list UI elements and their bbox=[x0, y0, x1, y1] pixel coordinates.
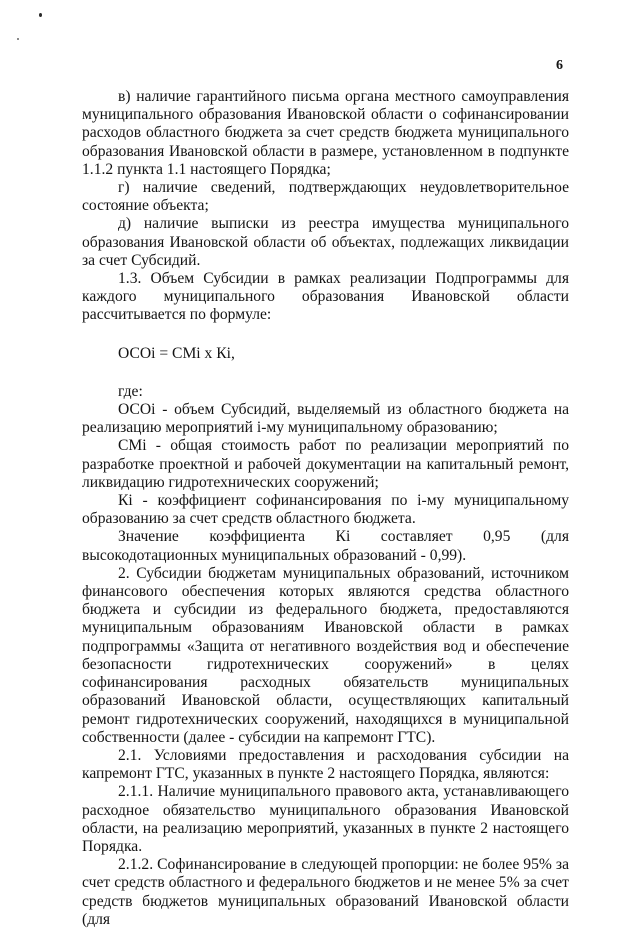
paragraph-2-1-1: 2.1.1. Наличие муниципального правового акта, устанавливающего расходное обязательство муниципального образования Ивановской области, на реализацию мероприятий, указанных в пункте 2 настоящего Порядка. bbox=[82, 783, 569, 855]
formula: ОСОi = СМi х Кi, bbox=[118, 344, 235, 362]
paragraph-2-1: 2.1. Условиями предоставления и расходования субсидии на капремонт ГТС, указанных в пункте 2 настоящего Порядка, являются: bbox=[82, 746, 569, 783]
scan-speck bbox=[39, 13, 42, 17]
paragraph-where: где: bbox=[118, 382, 143, 400]
paragraph-2: 2. Субсидии бюджетам муниципальных образований, источником финансового обеспечения которых являются средства областного бюджета и субсидии из федерального бюджета, предоставляются муниципальным образованиям Ивановской области в рамках подпрограммы «Защита от негативного воздействия вод и обеспечение безопасности гидротехнических сооружений» в целях софинансирования расходных обязательств муниципальных образований Ивановской области, осуществляющих капитальный ремонт гидротехнических сооружений, находящихся в муниципальной собственности (далее - субсидии на капремонт ГТС). bbox=[82, 564, 569, 746]
paragraph-2-1-2: 2.1.2. Софинансирование в следующей пропорции: не более 95% за счет средств областного и федерального бюджетов и не менее 5% за счет средств бюджетов муниципальных образований Ивановской области (для bbox=[82, 856, 569, 928]
paragraph-coefficient-value: Значение коэффициента Кi составляет 0,95 (для высокодотационных муниципальных образований - 0,99). bbox=[82, 528, 569, 564]
definition-k: Кi - коэффициент софинансирования по i-му муниципальному образованию за счет средств областного бюджета. bbox=[82, 492, 569, 528]
page-number: 6 bbox=[556, 58, 563, 73]
definition-oso: ОСОi - объем Субсидий, выделяемый из областного бюджета на реализацию мероприятий i-му муниципальному образованию; bbox=[82, 401, 569, 437]
paragraph-1-3: 1.3. Объем Субсидии в рамках реализации Подпрограммы для каждого муниципального образования Ивановской области рассчитывается по формуле: bbox=[82, 270, 569, 324]
paragraph-item-g: г) наличие сведений, подтверждающих неудовлетворительное состояние объекта; bbox=[82, 179, 569, 215]
paragraph-item-v: в) наличие гарантийного письма органа местного самоуправления муниципального образования Ивановской области о софинансировании расходов областного бюджета за счет средств бюджета муниципального образования Ивановской области в размере, установленном в подпункте 1.1.2 пункта 1.1 настоящего Порядка; bbox=[82, 88, 569, 178]
document-body bbox=[82, 88, 569, 929]
definition-cm: СМi - общая стоимость работ по реализации мероприятий по разработке проектной и рабочей документации на капитальный ремонт, ликвидацию гидротехнических сооружений; bbox=[82, 437, 569, 491]
paragraph-item-d: д) наличие выписки из реестра имущества муниципального образования Ивановской области об объектах, подлежащих ликвидации за счет Субсидий. bbox=[82, 215, 569, 269]
scan-speck bbox=[17, 38, 19, 40]
